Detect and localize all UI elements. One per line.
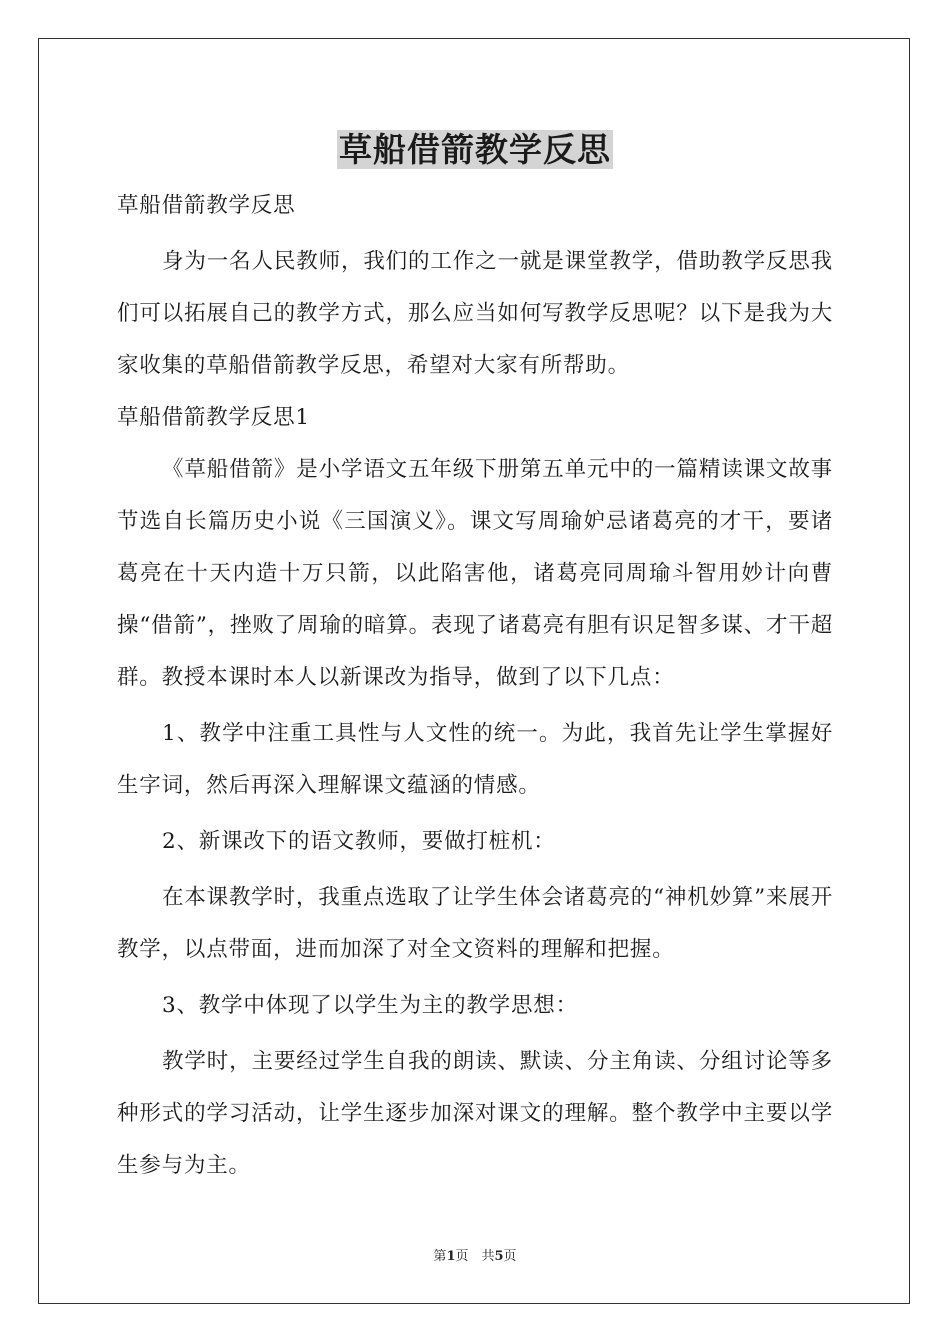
body-paragraph: 3、教学中体现了以学生为主的教学思想： bbox=[162, 993, 578, 1018]
intro-paragraph: 身为一名人民教师，我们的工作之一就是课堂教学，借助教学反思我们可以拓展自己的教学方式，那么应当如何写教学反思呢？以下是我为大家收集的草船借箭教学反思，希望对大家有所帮助。 bbox=[117, 249, 833, 378]
page-label-suffix: 页 bbox=[503, 1249, 517, 1264]
document-title-text: 草船借箭教学反思 bbox=[339, 130, 611, 169]
body-paragraph: 1、教学中注重工具性与人文性的统一。为此，我首先让学生掌握好生字词，然后再深入理解课文蕴涵的情感。 bbox=[117, 721, 833, 798]
page-label-prefix: 第 bbox=[433, 1249, 447, 1264]
body-paragraph: 教学时，主要经过学生自我的朗读、默读、分主角读、分组讨论等多种形式的学习活动，让学生逐步加深对课文的理解。整个教学中主要以学生参与为主。 bbox=[117, 1049, 833, 1178]
body-paragraph: 《草船借箭》是小学语文五年级下册第五单元中的一篇精读课文故事节选自长篇历史小说《三国演义》。课文写周瑜妒忌诸葛亮的才干，要诸葛亮在十天内造十万只箭，以此陷害他，诸葛亮同周瑜斗智用妙计向曹操“借箭”，挫败了周瑜的暗算。表现了诸葛亮有胆有识足智多谋、才干超群。教授本课时本人以新课改为指导，做到了以下几点： bbox=[117, 457, 833, 690]
current-page-number: 1 bbox=[446, 1249, 456, 1264]
body-paragraph: 2、新课改下的语文教师，要做打桩机： bbox=[162, 829, 556, 854]
document-title bbox=[0, 126, 950, 174]
page-label-mid: 页 共 bbox=[455, 1249, 495, 1264]
document-subtitle: 草船借箭教学反思 bbox=[117, 193, 296, 218]
total-page-number: 5 bbox=[494, 1249, 504, 1264]
section-heading: 草船借箭教学反思1 bbox=[117, 405, 310, 430]
page-footer bbox=[0, 1248, 950, 1266]
document-body bbox=[117, 180, 833, 1192]
body-paragraph: 在本课教学时，我重点选取了让学生体会诸葛亮的“神机妙算”来展开教学，以点带面，进而加深了对全文资料的理解和把握。 bbox=[117, 885, 833, 962]
